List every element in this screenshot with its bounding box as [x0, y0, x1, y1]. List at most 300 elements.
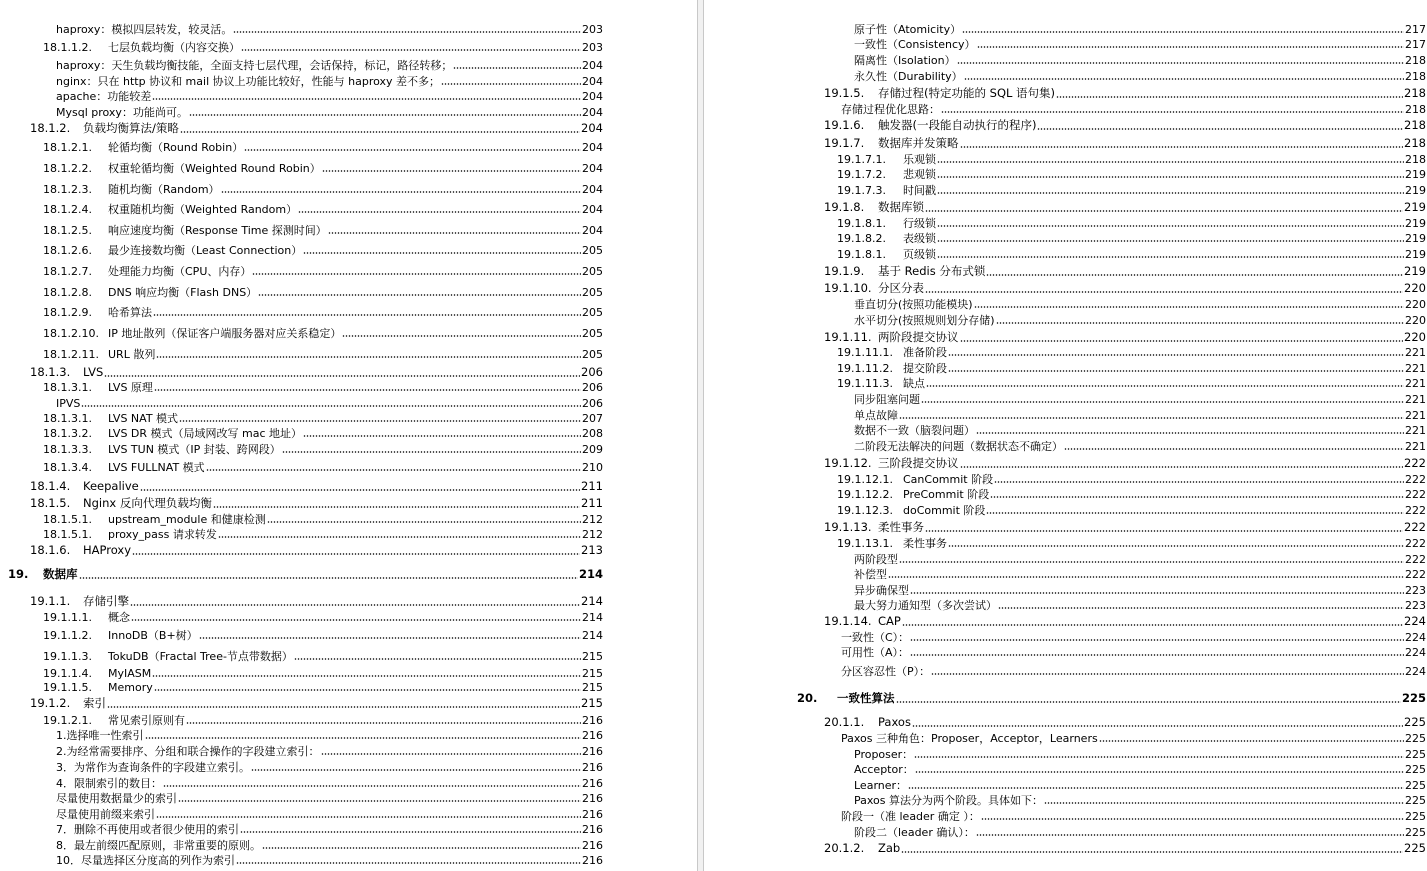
toc-entry-left-37[interactable]: [43, 682, 603, 693]
toc-entry-number: 19.1.11.3.: [837, 377, 893, 390]
toc-entry-number: 18.1.2.4.: [43, 203, 92, 216]
toc-entry-left-10[interactable]: [43, 184, 603, 195]
toc-entry-title: 阶段一（准 leader 确定 ）：: [841, 810, 980, 823]
toc-entry-right-28[interactable]: [824, 458, 1426, 470]
toc-entry-page: 204: [582, 59, 603, 72]
toc-leader-dots: [240, 831, 581, 833]
toc-entry-left-17[interactable]: [43, 328, 603, 339]
toc-entry-right-18[interactable]: [854, 299, 1426, 310]
toc-entry-page: 222: [1405, 488, 1426, 501]
page-gutter: [697, 0, 704, 871]
toc-leader-dots: [303, 435, 581, 437]
toc-entry-title: Zab: [878, 841, 901, 855]
toc-leader-dots: [156, 816, 581, 818]
toc-entry-page: 205: [582, 306, 603, 319]
toc-entry-page: 220: [1404, 330, 1426, 344]
toc-entry-left-23[interactable]: [43, 428, 603, 439]
toc-leader-dots: [912, 725, 1403, 727]
toc-entry-left-6[interactable]: [56, 107, 603, 118]
toc-entry-page: 204: [582, 141, 603, 154]
toc-entry-page: 216: [582, 839, 603, 852]
toc-entry-right-45[interactable]: [854, 749, 1426, 760]
toc-entry-number: 19.1.12.2.: [837, 488, 893, 501]
toc-entry-right-33[interactable]: [837, 538, 1426, 549]
toc-leader-dots: [937, 176, 1404, 178]
toc-entry-title: 存储引擎: [83, 594, 129, 608]
toc-entry-left-9[interactable]: [43, 163, 603, 174]
toc-leader-dots: [948, 354, 1404, 356]
toc-entry-title: 垂直切分(按照功能模块): [854, 298, 973, 311]
toc-entry-number: 18.1.1.2.: [43, 41, 92, 54]
toc-entry-right-38[interactable]: [824, 616, 1426, 628]
toc-entry-page: 214: [581, 594, 603, 608]
toc-entry-left-33[interactable]: [43, 612, 603, 623]
toc-entry-right-23[interactable]: [837, 378, 1426, 389]
toc-leader-dots: [303, 252, 581, 254]
toc-entry-page: 216: [582, 745, 603, 758]
toc-leader-dots: [962, 31, 1404, 33]
toc-entry-title: 索引: [83, 696, 106, 710]
toc-leader-dots: [948, 545, 1404, 547]
toc-entry-number: 19.1.2.1.: [43, 714, 92, 727]
toc-leader-dots: [937, 192, 1404, 194]
toc-entry-title: CanCommit 阶段: [903, 473, 994, 486]
toc-entry-number: 19.1.7.3.: [837, 184, 886, 197]
toc-entry-left-44[interactable]: [56, 793, 603, 804]
toc-entry-right-9[interactable]: [837, 154, 1426, 165]
toc-entry-right-5[interactable]: [824, 88, 1426, 100]
toc-entry-left-30[interactable]: [30, 545, 603, 557]
toc-leader-dots: [199, 637, 581, 639]
toc-entry-right-37[interactable]: [854, 600, 1426, 611]
toc-entry-left-28[interactable]: [43, 514, 603, 525]
toc-entry-page: 204: [582, 90, 603, 103]
toc-leader-dots: [186, 722, 581, 724]
toc-leader-dots: [910, 592, 1404, 594]
toc-entry-page: 215: [582, 650, 603, 663]
toc-entry-title: Proposer：: [854, 748, 914, 761]
toc-entry-number: 18.1.3.3.: [43, 443, 92, 456]
toc-entry-title: Nginx 反向代理负载均衡: [83, 496, 212, 510]
toc-entry-title: 权重轮循均衡（Weighted Round Robin）: [108, 162, 321, 175]
toc-entry-number: 19.1.2.: [30, 696, 71, 710]
toc-entry-number: 18.1.2.8.: [43, 286, 92, 299]
toc-entry-title: 基于 Redis 分布式锁: [878, 264, 986, 278]
toc-entry-title: 提交阶段: [903, 362, 947, 375]
toc-entry-title: 一致性（C）：: [841, 631, 910, 644]
toc-entry-left-22[interactable]: [43, 413, 603, 424]
toc-leader-dots: [152, 98, 581, 100]
toc-entry-page: 219: [1404, 264, 1426, 278]
toc-entry-right-19[interactable]: [854, 315, 1426, 326]
toc-entry-page: 221: [1405, 377, 1426, 390]
toc-leader-dots: [218, 536, 581, 538]
toc-entry-title: 最大努力通知型（多次尝试）: [854, 599, 997, 612]
toc-entry-right-40[interactable]: [841, 647, 1426, 658]
toc-entry-right-25[interactable]: [854, 410, 1426, 421]
toc-entry-number: 19.1.7.: [824, 136, 865, 150]
toc-entry-title: 补偿型: [854, 568, 887, 581]
toc-leader-dots: [937, 256, 1404, 258]
toc-entry-right-2[interactable]: [854, 39, 1426, 50]
toc-entry-page: 208: [582, 427, 603, 440]
toc-entry-left-35[interactable]: [43, 651, 603, 662]
toc-leader-dots: [156, 356, 581, 358]
toc-entry-page: 225: [1405, 779, 1426, 792]
toc-entry-left-18[interactable]: [43, 349, 603, 360]
toc-entry-right-4[interactable]: [854, 71, 1426, 82]
toc-entry-number: 19.1.5.: [824, 86, 865, 100]
toc-entry-title: Paxos 三种角色：Proposer，Acceptor，Learners: [841, 732, 1098, 745]
toc-entry-number: 19.1.12.1.: [837, 473, 893, 486]
toc-entry-right-31[interactable]: [837, 505, 1426, 516]
toc-leader-dots: [294, 658, 581, 660]
toc-leader-dots: [925, 291, 1403, 293]
toc-entry-left-25[interactable]: [43, 462, 603, 473]
toc-entry-right-20[interactable]: [824, 332, 1426, 344]
toc-entry-number: 18.1.3.1.: [43, 412, 92, 425]
toc-entry-right-35[interactable]: [854, 569, 1426, 580]
toc-entry-right-6[interactable]: [841, 104, 1426, 115]
toc-leader-dots: [132, 553, 580, 555]
toc-entry-title: 处理能力均衡（CPU、内存）: [108, 265, 252, 278]
toc-leader-dots: [998, 607, 1404, 609]
toc-entry-right-29[interactable]: [837, 474, 1426, 485]
toc-entry-right-49[interactable]: [841, 811, 1426, 822]
toc-entry-number: 18.1.2.1.: [43, 141, 92, 154]
toc-entry-number: 19.1.7.1.: [837, 153, 886, 166]
toc-leader-dots: [888, 576, 1404, 578]
toc-leader-dots: [931, 673, 1404, 675]
toc-leader-dots: [957, 62, 1404, 64]
toc-leader-dots: [189, 114, 581, 116]
toc-leader-dots: [996, 322, 1404, 324]
toc-entry-title: 七层负载均衡（内容交换）: [108, 41, 240, 54]
toc-entry-title: 数据库并发策略: [878, 136, 959, 150]
toc-entry-left-12[interactable]: [43, 225, 603, 236]
toc-entry-page: 220: [1404, 281, 1426, 295]
toc-entry-page: 220: [1405, 314, 1426, 327]
toc-entry-page: 218: [1404, 118, 1426, 132]
toc-leader-dots: [1056, 96, 1403, 98]
toc-entry-number: 18.1.2.3.: [43, 183, 92, 196]
toc-entry-right-15[interactable]: [837, 249, 1426, 260]
toc-entry-left-3[interactable]: [56, 60, 603, 71]
toc-entry-page: 218: [1405, 70, 1426, 83]
toc-entry-title: LVS 原理: [108, 381, 153, 394]
toc-entry-left-24[interactable]: [43, 444, 603, 455]
toc-entry-left-38[interactable]: [30, 698, 603, 710]
toc-entry-title: 隔离性（Isolation）: [854, 54, 956, 67]
toc-entry-title: Learner：: [854, 779, 908, 792]
toc-entry-page: 204: [582, 106, 603, 119]
toc-entry-number: 19.: [8, 567, 29, 581]
toc-entry-page: 219: [1405, 232, 1426, 245]
toc-leader-dots: [107, 706, 580, 708]
toc-entry-page: 222: [1405, 473, 1426, 486]
toc-entry-page: 224: [1404, 614, 1426, 628]
toc-entry-page: 224: [1405, 665, 1426, 678]
toc-leader-dots: [926, 385, 1404, 387]
toc-entry-right-22[interactable]: [837, 363, 1426, 374]
toc-entry-right-36[interactable]: [854, 585, 1426, 596]
toc-entry-right-50[interactable]: [854, 827, 1426, 838]
toc-entry-title: 表级锁: [903, 232, 936, 245]
toc-entry-right-34[interactable]: [854, 554, 1426, 565]
toc-entry-right-42[interactable]: [797, 693, 1426, 705]
toc-entry-left-34[interactable]: [43, 630, 603, 641]
toc-entry-number: 18.1.2.7.: [43, 265, 92, 278]
toc-entry-left-39[interactable]: [43, 715, 603, 726]
toc-entry-left-19[interactable]: [30, 367, 603, 379]
toc-entry-page: 225: [1405, 810, 1426, 823]
toc-entry-title: 随机均衡（Random）: [108, 183, 220, 196]
toc-leader-dots: [298, 211, 581, 213]
toc-entry-title: 数据库锁: [878, 200, 924, 214]
toc-entry-left-47[interactable]: [56, 840, 603, 851]
toc-entry-right-39[interactable]: [841, 632, 1426, 643]
toc-page-left: [0, 0, 697, 871]
toc-entry-number: 19.1.11.: [824, 330, 872, 344]
toc-entry-left-40[interactable]: [56, 730, 603, 741]
toc-entry-page: 222: [1405, 553, 1426, 566]
toc-entry-right-21[interactable]: [837, 347, 1426, 358]
toc-entry-page: 216: [582, 823, 603, 836]
toc-entry-page: 221: [1405, 409, 1426, 422]
toc-entry-number: 19.1.1.5.: [43, 681, 92, 694]
toc-entry-page: 211: [581, 496, 603, 510]
toc-entry-title: CAP: [878, 614, 901, 628]
toc-entry-left-1[interactable]: [56, 24, 603, 35]
toc-entry-page: 225: [1404, 841, 1426, 855]
toc-entry-left-29[interactable]: [43, 529, 603, 540]
toc-entry-page: 204: [582, 224, 603, 237]
toc-entry-number: 19.1.1.2.: [43, 629, 92, 642]
toc-entry-number: 18.1.5.1.: [43, 513, 92, 526]
toc-entry-number: 18.1.2.6.: [43, 244, 92, 257]
toc-leader-dots: [241, 49, 581, 51]
toc-entry-page: 223: [1405, 584, 1426, 597]
toc-leader-dots: [262, 847, 581, 849]
toc-entry-right-41[interactable]: [841, 666, 1426, 677]
toc-leader-dots: [937, 225, 1404, 227]
toc-entry-title: 最少连接数均衡（Least Connection）: [108, 244, 303, 257]
toc-entry-left-45[interactable]: [56, 809, 603, 820]
toc-entry-title: 尽量使用数据量少的索引: [56, 792, 177, 805]
toc-leader-dots: [937, 161, 1404, 163]
toc-leader-dots: [180, 131, 580, 133]
toc-entry-left-4[interactable]: [56, 76, 603, 87]
toc-entry-page: 210: [582, 461, 603, 474]
toc-entry-number: 19.1.6.: [824, 118, 865, 132]
toc-entry-left-21[interactable]: [56, 398, 603, 409]
toc-entry-page: 221: [1405, 346, 1426, 359]
toc-entry-number: 19.1.14.: [824, 614, 872, 628]
toc-entry-title: 分区容忍性（P）：: [841, 665, 931, 678]
toc-entry-title: nginx：只在 http 协议和 mail 协议上功能比较好，性能与 haproxy 差不多；: [56, 75, 441, 88]
toc-entry-page: 218: [1405, 153, 1426, 166]
toc-entry-page: 204: [582, 162, 603, 175]
toc-entry-title: LVS: [83, 365, 104, 379]
toc-entry-page: 216: [582, 808, 603, 821]
toc-entry-page: 222: [1405, 568, 1426, 581]
toc-entry-left-48[interactable]: [56, 855, 603, 866]
toc-entry-right-14[interactable]: [837, 233, 1426, 244]
toc-entry-right-16[interactable]: [824, 266, 1426, 278]
toc-entry-page: 221: [1405, 362, 1426, 375]
toc-entry-left-16[interactable]: [43, 307, 603, 318]
toc-entry-right-26[interactable]: [854, 425, 1426, 436]
toc-entry-left-5[interactable]: [56, 91, 603, 102]
toc-leader-dots: [910, 639, 1404, 641]
toc-entry-left-13[interactable]: [43, 245, 603, 256]
toc-entry-title: 乐观锁: [903, 153, 936, 166]
toc-entry-title: LVS DR 模式（局域网改写 mac 地址）: [108, 427, 303, 440]
toc-entry-left-32[interactable]: [30, 596, 603, 608]
toc-entry-title: InnoDB（B+树）: [108, 629, 198, 642]
toc-entry-number: 18.1.2.10.: [43, 327, 99, 340]
toc-entry-page: 219: [1405, 217, 1426, 230]
toc-leader-dots: [948, 370, 1404, 372]
toc-entry-title: 负载均衡算法/策略: [83, 121, 179, 135]
toc-entry-title: 存储过程优化思路：: [841, 103, 940, 116]
toc-entry-title: Mysql proxy：功能尚可。: [56, 106, 188, 119]
toc-entry-left-7[interactable]: [30, 123, 603, 135]
toc-entry-title: 3．为常作为查询条件的字段建立索引。: [56, 761, 250, 774]
toc-entry-title: 水平切分(按照规则划分存储): [854, 314, 995, 327]
toc-entry-title: 二阶段无法解决的问题（数据状态不确定）: [854, 440, 1063, 453]
toc-entry-title: 单点故障: [854, 409, 898, 422]
toc-entry-number: 19.1.13.: [824, 520, 872, 534]
toc-entry-right-8[interactable]: [824, 138, 1426, 150]
toc-entry-page: 204: [582, 203, 603, 216]
toc-entry-title: 10．尽量选择区分度高的列作为索引: [56, 854, 235, 867]
toc-entry-page: 218: [1405, 103, 1426, 116]
toc-entry-left-43[interactable]: [56, 778, 603, 789]
toc-entry-page: 217: [1405, 38, 1426, 51]
toc-entry-number: 19.1.1.4.: [43, 667, 92, 680]
toc-entry-page: 206: [582, 397, 603, 410]
toc-entry-number: 18.1.6.: [30, 543, 71, 557]
toc-leader-dots: [252, 273, 581, 275]
toc-entry-number: 20.1.2.: [824, 841, 865, 855]
toc-entry-left-31[interactable]: [8, 569, 603, 581]
toc-entry-page: 216: [582, 792, 603, 805]
toc-leader-dots: [154, 389, 581, 391]
toc-entry-page: 204: [581, 121, 603, 135]
toc-entry-page: 225: [1405, 748, 1426, 761]
toc-entry-page: 219: [1405, 168, 1426, 181]
toc-leader-dots: [236, 862, 581, 864]
toc-entry-left-2[interactable]: [43, 42, 603, 53]
toc-entry-right-11[interactable]: [837, 185, 1426, 196]
toc-entry-right-30[interactable]: [837, 489, 1426, 500]
toc-leader-dots: [899, 417, 1404, 419]
toc-entry-title: 阶段二（leader 确认）：: [854, 826, 975, 839]
toc-entry-number: 18.1.4.: [30, 479, 71, 493]
toc-entry-page: 225: [1405, 763, 1426, 776]
toc-entry-title: Paxos 算法分为两个阶段。具体如下：: [854, 794, 1044, 807]
toc-leader-dots: [899, 561, 1404, 563]
toc-entry-left-41[interactable]: [56, 746, 603, 757]
toc-entry-left-20[interactable]: [43, 382, 603, 393]
toc-entry-right-3[interactable]: [854, 55, 1426, 66]
toc-leader-dots: [902, 624, 1403, 626]
toc-leader-dots: [154, 689, 581, 691]
toc-entry-page: 211: [581, 479, 603, 493]
toc-entry-page: 216: [582, 761, 603, 774]
toc-entry-right-44[interactable]: [841, 733, 1426, 744]
toc-entry-right-51[interactable]: [824, 843, 1426, 855]
toc-entry-page: 206: [581, 365, 603, 379]
toc-entry-right-43[interactable]: [824, 717, 1426, 729]
toc-leader-dots: [990, 496, 1404, 498]
toc-entry-right-10[interactable]: [837, 169, 1426, 180]
toc-entry-title: HAProxy: [83, 543, 132, 557]
toc-leader-dots: [915, 771, 1404, 773]
toc-entry-title: 三阶段提交协议: [878, 456, 959, 470]
toc-entry-number: 19.1.1.1.: [43, 611, 92, 624]
toc-entry-right-1[interactable]: [854, 24, 1426, 35]
toc-entry-right-48[interactable]: [854, 795, 1426, 806]
toc-entry-number: 20.1.1.: [824, 715, 865, 729]
toc-entry-left-11[interactable]: [43, 204, 603, 215]
toc-entry-right-24[interactable]: [854, 394, 1426, 405]
toc-entry-page: 207: [582, 412, 603, 425]
toc-entry-right-47[interactable]: [854, 780, 1426, 791]
toc-leader-dots: [960, 466, 1404, 468]
toc-leader-dots: [441, 83, 581, 85]
toc-leader-dots: [1044, 802, 1404, 804]
toc-entry-page: 206: [582, 381, 603, 394]
toc-entry-left-27[interactable]: [30, 498, 603, 510]
toc-entry-left-14[interactable]: [43, 266, 603, 277]
toc-entry-left-15[interactable]: [43, 287, 603, 298]
toc-entry-number: 18.1.3.1.: [43, 381, 92, 394]
toc-entry-right-32[interactable]: [824, 522, 1426, 534]
toc-entry-title: 1.选择唯一性索引: [56, 729, 144, 742]
toc-entry-left-42[interactable]: [56, 762, 603, 773]
toc-leader-dots: [896, 701, 1401, 703]
toc-entry-page: 212: [582, 528, 603, 541]
toc-entry-title: IPVS: [56, 397, 81, 410]
toc-entry-title: 一致性（Consistency）: [854, 38, 976, 51]
toc-entry-title: 数据不一致（脑裂问题）: [854, 424, 975, 437]
toc-entry-left-46[interactable]: [56, 824, 603, 835]
toc-entry-number: 18.1.2.: [30, 121, 71, 135]
toc-leader-dots: [986, 274, 1403, 276]
toc-leader-dots: [233, 31, 581, 33]
toc-entry-right-27[interactable]: [854, 441, 1426, 452]
toc-entry-left-8[interactable]: [43, 142, 603, 153]
toc-entry-page: 222: [1405, 537, 1426, 550]
toc-entry-number: 19.1.11.2.: [837, 362, 893, 375]
toc-entry-page: 205: [582, 348, 603, 361]
toc-entry-right-46[interactable]: [854, 764, 1426, 775]
toc-entry-page: 203: [582, 41, 603, 54]
toc-leader-dots: [342, 335, 581, 337]
toc-entry-page: 218: [1404, 136, 1426, 150]
toc-entry-right-12[interactable]: [824, 202, 1426, 214]
toc-leader-dots: [977, 46, 1404, 48]
toc-leader-dots: [960, 340, 1404, 342]
toc-entry-left-36[interactable]: [43, 668, 603, 679]
toc-entry-right-17[interactable]: [824, 283, 1426, 295]
toc-entry-right-7[interactable]: [824, 120, 1426, 132]
toc-entry-left-26[interactable]: [30, 481, 603, 493]
toc-entry-page: 223: [1405, 599, 1426, 612]
toc-entry-right-13[interactable]: [837, 218, 1426, 229]
